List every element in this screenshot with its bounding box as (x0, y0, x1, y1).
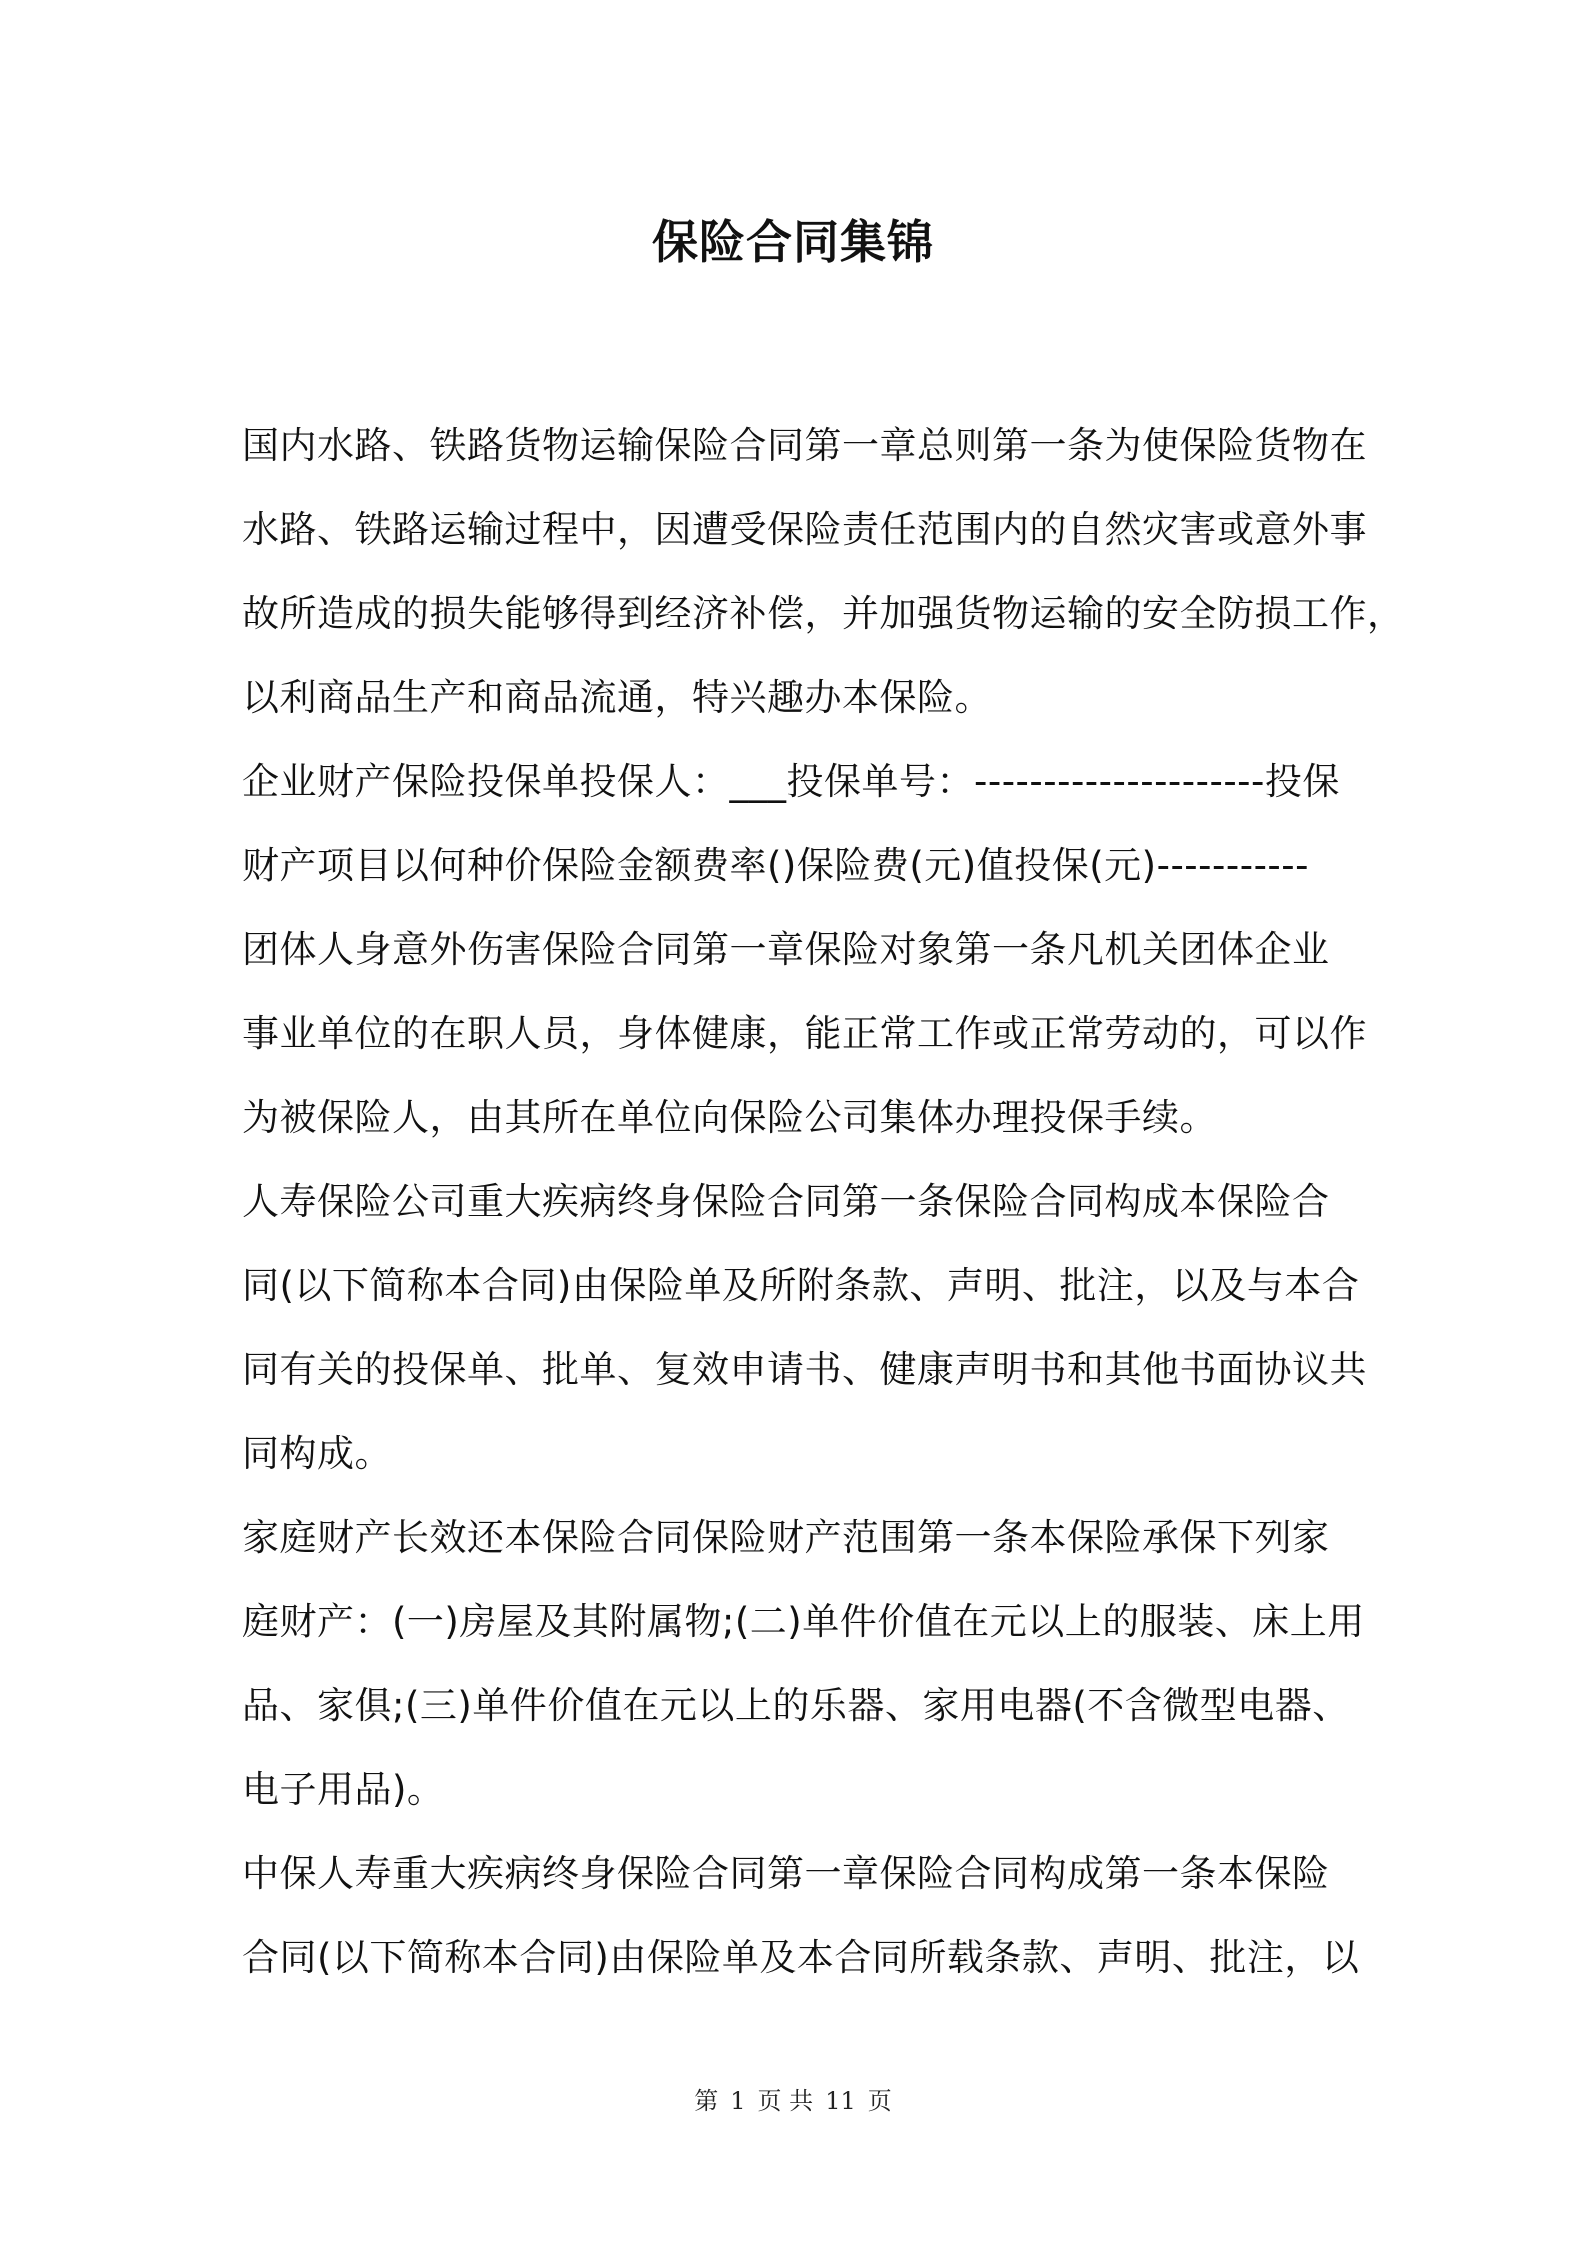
text-line: 同构成。 (242, 1432, 392, 1475)
text-line: 企业财产保险投保单投保人：___投保单号：---------------------投保 (242, 760, 1340, 803)
text-line: 电子用品)。 (242, 1768, 445, 1811)
total-pages: 11 (825, 2087, 856, 2115)
text-line: 家庭财产长效还本保险合同保险财产范围第一条本保险承保下列家 (242, 1516, 1330, 1559)
document-body (242, 404, 1405, 2000)
text-line: 同(以下简称本合同)由保险单及所附条款、声明、批注，以及与本合 (242, 1264, 1360, 1307)
text-line: 国内水路、铁路货物运输保险合同第一章总则第一条为使保险货物在 (242, 424, 1367, 467)
text-line: 为被保险人，由其所在单位向保险公司集体办理投保手续。 (242, 1096, 1217, 1139)
page-label-mid: 页 共 (757, 2087, 814, 2115)
text-line: 以利商品生产和商品流通，特兴趣办本保险。 (242, 676, 992, 719)
page-label-suffix: 页 (867, 2087, 892, 2115)
text-line: 品、家俱;(三)单件价值在元以上的乐器、家用电器(不含微型电器、 (242, 1684, 1350, 1727)
text-line: 水路、铁路运输过程中，因遭受保险责任范围内的自然灾害或意外事 (242, 508, 1367, 551)
text-line: 故所造成的损失能够得到经济补偿，并加强货物运输的安全防损工作， (242, 592, 1405, 635)
page-label-prefix: 第 (694, 2087, 719, 2115)
text-line: 事业单位的在职人员，身体健康，能正常工作或正常劳动的，可以作 (242, 1012, 1367, 1055)
text-line: 人寿保险公司重大疾病终身保险合同第一条保险合同构成本保险合 (242, 1180, 1330, 1223)
text-line: 庭财产：(一)房屋及其附属物;(二)单件价值在元以上的服装、床上用 (242, 1600, 1365, 1643)
text-line: 团体人身意外伤害保险合同第一章保险对象第一条凡机关团体企业 (242, 928, 1330, 971)
document-title: 保险合同集锦 (652, 215, 934, 269)
page-footer (0, 2086, 1586, 2116)
text-line: 合同(以下简称本合同)由保险单及本合同所载条款、声明、批注，以 (242, 1936, 1360, 1979)
text-line: 同有关的投保单、批单、复效申请书、健康声明书和其他书面协议共 (242, 1348, 1367, 1391)
text-line: 中保人寿重大疾病终身保险合同第一章保险合同构成第一条本保险 (242, 1852, 1330, 1895)
text-line: 财产项目以何种价保险金额费率()保险费(元)值投保(元)----------- (242, 844, 1309, 887)
page-number: 1 (730, 2087, 746, 2115)
